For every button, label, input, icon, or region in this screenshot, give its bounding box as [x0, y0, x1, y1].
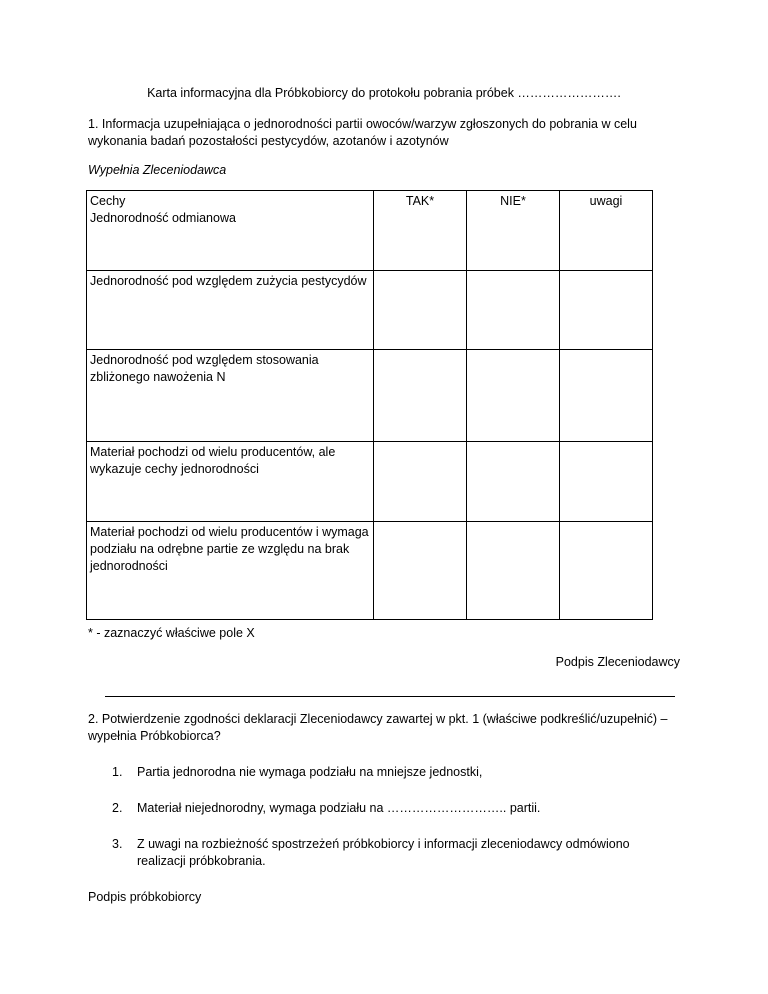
table-row — [87, 350, 653, 442]
section-1-heading: 1. Informacja uzupełniająca o jednorodności partii owoców/warzyw zgłoszonych do pobrania w celu wykonania badań pozostałości pestycydów, azotanów i azotynów — [88, 117, 637, 148]
column-header-tak[interactable]: TAK* — [374, 191, 467, 271]
column-header-nie[interactable]: NIE* — [467, 191, 560, 271]
tak-cell[interactable] — [374, 522, 467, 620]
table-row — [87, 271, 653, 350]
table-row — [87, 522, 653, 620]
row-label: Materiał pochodzi od wielu producentów, ale wykazuje cechy jednorodności — [87, 442, 374, 522]
table-row — [87, 191, 653, 271]
column-header-features: Cechy — [90, 194, 126, 208]
nie-cell[interactable] — [467, 442, 560, 522]
row-label: Jednorodność pod względem stosowania zbliżonego nawożenia N — [87, 350, 374, 442]
row-label: Jednorodność pod względem zużycia pestycydów — [87, 271, 374, 350]
uwagi-cell[interactable] — [560, 271, 653, 350]
row-label: Materiał pochodzi od wielu producentów i wymaga podziału na odrębne partie ze względu na brak jednorodności — [87, 522, 374, 620]
list-text: Materiał niejednorodny, wymaga podziału na ……………………….. partii. — [137, 801, 541, 815]
list-text: Z uwagi na rozbieżność spostrzeżeń próbkobiorcy i informacji zleceniodawcy odmówiono realizacji próbkobrania. — [137, 837, 630, 868]
homogeneity-table — [86, 190, 653, 620]
divider-line — [105, 696, 675, 697]
section-2-heading: 2. Potwierdzenie zgodności deklaracji Zleceniodawcy zawartej w pkt. 1 (właściwe podkreślić/uzupełnić) – wypełnia Próbkobiorca? — [88, 712, 668, 743]
tak-cell[interactable] — [374, 350, 467, 442]
nie-cell[interactable] — [467, 350, 560, 442]
table-row — [87, 442, 653, 522]
list-text: Partia jednorodna nie wymaga podziału na mniejsze jednostki, — [137, 765, 483, 779]
fill-note: Wypełnia Zleceniodawca — [88, 163, 227, 177]
row-label: Jednorodność odmianowa — [90, 210, 236, 225]
document-title: Karta informacyjna dla Próbkobiorcy do protokołu pobrania próbek ……………………. — [147, 86, 621, 100]
column-header-uwagi[interactable]: uwagi — [560, 191, 653, 271]
list-number: 3. — [112, 837, 123, 851]
uwagi-cell[interactable] — [560, 350, 653, 442]
tak-cell[interactable] — [374, 442, 467, 522]
tak-cell[interactable] — [374, 271, 467, 350]
uwagi-cell[interactable] — [560, 522, 653, 620]
row-label-cell — [87, 191, 374, 271]
nie-cell[interactable] — [467, 271, 560, 350]
nie-cell[interactable] — [467, 522, 560, 620]
footnote: * - zaznaczyć właściwe pole X — [88, 626, 255, 640]
client-signature-label: Podpis Zleceniodawcy — [555, 655, 680, 669]
uwagi-cell[interactable] — [560, 442, 653, 522]
list-number: 2. — [112, 801, 123, 815]
list-number: 1. — [112, 765, 123, 779]
sampler-signature-label: Podpis próbkobiorcy — [88, 890, 202, 904]
